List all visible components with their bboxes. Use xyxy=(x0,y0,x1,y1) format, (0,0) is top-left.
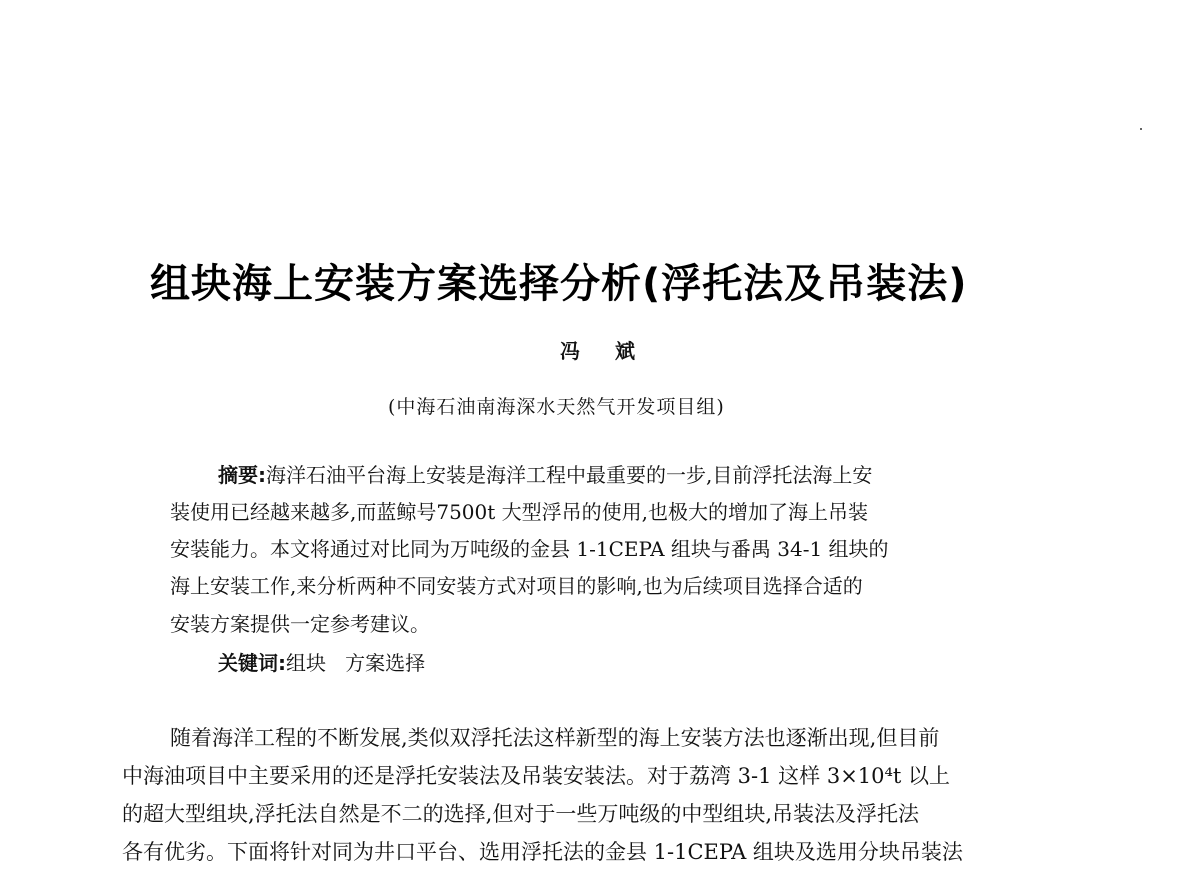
abstract-label: 摘要: xyxy=(218,463,266,487)
abstract-text: 海洋石油平台海上安装是海洋工程中最重要的一步,目前浮托法海上安 xyxy=(266,463,873,487)
author-name: 冯 斌 xyxy=(560,339,649,363)
body-line: 随着海洋工程的不断发展,类似双浮托法这样新型的海上安装方法也逐渐出现,但目前 xyxy=(170,726,940,750)
paper-title: 组块海上安装方案选择分析(浮托法及吊装法) xyxy=(150,261,968,307)
body-text xyxy=(122,720,1082,878)
body-line: 中海油项目中主要采用的还是浮托安装法及吊装安装法。对于荔湾 3-1 这样 3×10⁴t 以上 xyxy=(122,764,951,788)
abstract-line: 海上安装工作,来分析两种不同安装方式对项目的影响,也为后续项目选择合适的 xyxy=(170,574,863,598)
body-line: 各有优劣。下面将针对同为井口平台、选用浮托法的金县 1-1CEPA 组块及选用分块吊装法 xyxy=(122,840,963,864)
keywords-label: 关键词: xyxy=(218,651,286,675)
abstract-line xyxy=(218,458,872,492)
abstract-line: 安装方案提供一定参考建议。 xyxy=(170,612,430,636)
author-affiliation: (中海石油南海深水天然气开发项目组) xyxy=(388,396,725,418)
keywords-value: 组块 方案选择 xyxy=(286,651,426,675)
abstract-line: 装使用已经越来越多,而蓝鲸号7500t 大型浮吊的使用,也极大的增加了海上吊装 xyxy=(170,500,869,524)
keywords-line xyxy=(218,646,618,680)
scan-speck xyxy=(1140,128,1142,130)
body-line: 的超大型组块,浮托法自然是不二的选择,但对于一些万吨级的中型组块,吊装法及浮托法 xyxy=(122,802,920,826)
abstract-line: 安装能力。本文将通过对比同为万吨级的金县 1-1CEPA 组块与番禺 34-1 组块的 xyxy=(170,537,889,561)
